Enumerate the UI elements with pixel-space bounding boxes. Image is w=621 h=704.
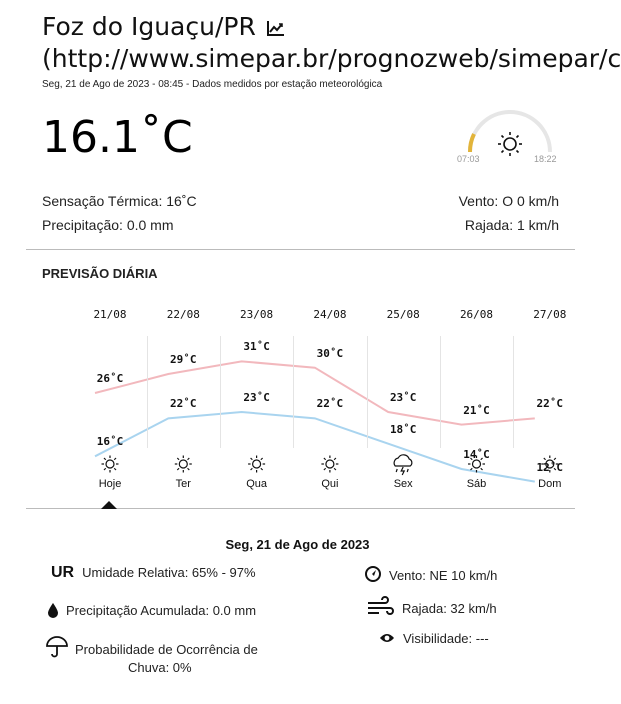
sun-icon (102, 456, 119, 473)
precip-row (47, 602, 256, 618)
sunset-time: 18:22 (534, 154, 557, 164)
rajada-atual: Rajada: 1 km/h (464, 217, 559, 233)
precip-text: Precipitação Acumulada: 0.0 mm (66, 603, 257, 618)
measurement-subtitle: Seg, 21 de Ago de 2023 - 08:45 - Dados medidos por estação meteorológica (42, 79, 383, 90)
visibility-row (379, 631, 489, 646)
max-temp-label: 26˚C (96, 372, 124, 386)
day-separator (147, 336, 148, 448)
min-temp-line (95, 412, 535, 482)
umidade-row (51, 564, 256, 582)
prob-row (45, 636, 258, 658)
current-temperature: 16.1˚C (42, 112, 193, 163)
min-temp-label: 16˚C (96, 435, 124, 449)
day-separator (220, 336, 221, 448)
detail-date: Seg, 21 de Ago de 2023 (225, 537, 370, 552)
max-temp-label: 22˚C (536, 397, 564, 411)
min-temp-label: 14˚C (463, 447, 490, 461)
forecast-day-name: Sáb (466, 478, 487, 490)
wind-row (364, 565, 497, 583)
sun-icon (175, 456, 192, 473)
selected-day-pointer (101, 501, 117, 509)
day-separator (513, 336, 514, 448)
gust-text: Rajada: 32 km/h (402, 601, 497, 616)
day-separator (440, 336, 441, 448)
prob-text-2: Chuva: 0% (128, 660, 192, 675)
gust-row (367, 598, 497, 616)
day-separator (293, 336, 294, 448)
compass-icon (364, 565, 382, 583)
sun-icon (321, 456, 338, 473)
forecast-title: PREVISÃO DIÁRIA (42, 266, 158, 281)
forecast-day-name: Qua (246, 478, 267, 490)
forecast-day-name: Sex (393, 478, 413, 490)
min-temp-label: 23˚C (243, 391, 270, 404)
forecast-date: 22/08 (166, 308, 200, 321)
city-name: Foz do Iguaçu/PR (42, 12, 256, 41)
min-temp-label: 18˚C (389, 422, 417, 436)
day-separator (367, 336, 368, 448)
ur-badge: UR (51, 564, 75, 581)
max-temp-label: 31˚C (243, 340, 270, 354)
min-temp-label: 22˚C (170, 397, 197, 411)
forecast-day-name: Ter (175, 478, 191, 490)
min-temp-label: 22˚C (316, 397, 344, 411)
umidade-text: Umidade Relativa: 65% - 97% (82, 565, 256, 580)
forecast-date: 24/08 (313, 308, 347, 321)
max-temp-label: 30˚C (316, 346, 344, 360)
max-temp-label: 21˚C (463, 403, 490, 417)
prob-text-1: Probabilidade de Ocorrência de (75, 642, 258, 657)
precipitacao: Precipitação: 0.0 mm (42, 217, 174, 233)
raindrop-icon (47, 602, 59, 618)
vento-atual: Vento: O 0 km/h (458, 193, 559, 209)
storm-icon (394, 455, 412, 475)
visibility-text: Visibilidade: --- (403, 631, 489, 646)
forecast-day-name: Dom (538, 478, 562, 490)
forecast-date: 27/08 (533, 308, 567, 321)
sensacao-termica: Sensação Térmica: 16˚C (42, 193, 197, 209)
wind-gust-icon (367, 598, 395, 616)
min-temp-label: 12˚C (536, 460, 564, 474)
forecast-date: 23/08 (240, 308, 274, 321)
max-temp-label: 23˚C (389, 391, 417, 404)
forecast-date: 21/08 (93, 308, 127, 321)
sun-icon (248, 456, 265, 473)
forecast-date: 25/08 (386, 308, 420, 321)
eye-icon (379, 632, 395, 644)
forecast-day-name: Hoje (98, 478, 122, 490)
forecast-date: 26/08 (459, 308, 494, 321)
sunrise-time: 07:03 (457, 154, 480, 164)
source-url[interactable]: (http://www.simepar.br/prognozweb/simepar/c (42, 44, 621, 73)
max-temp-label: 29˚C (170, 353, 197, 367)
umbrella-icon (45, 636, 69, 658)
wind-text: Vento: NE 10 km/h (389, 568, 498, 583)
forecast-day-name: Qui (321, 478, 339, 490)
